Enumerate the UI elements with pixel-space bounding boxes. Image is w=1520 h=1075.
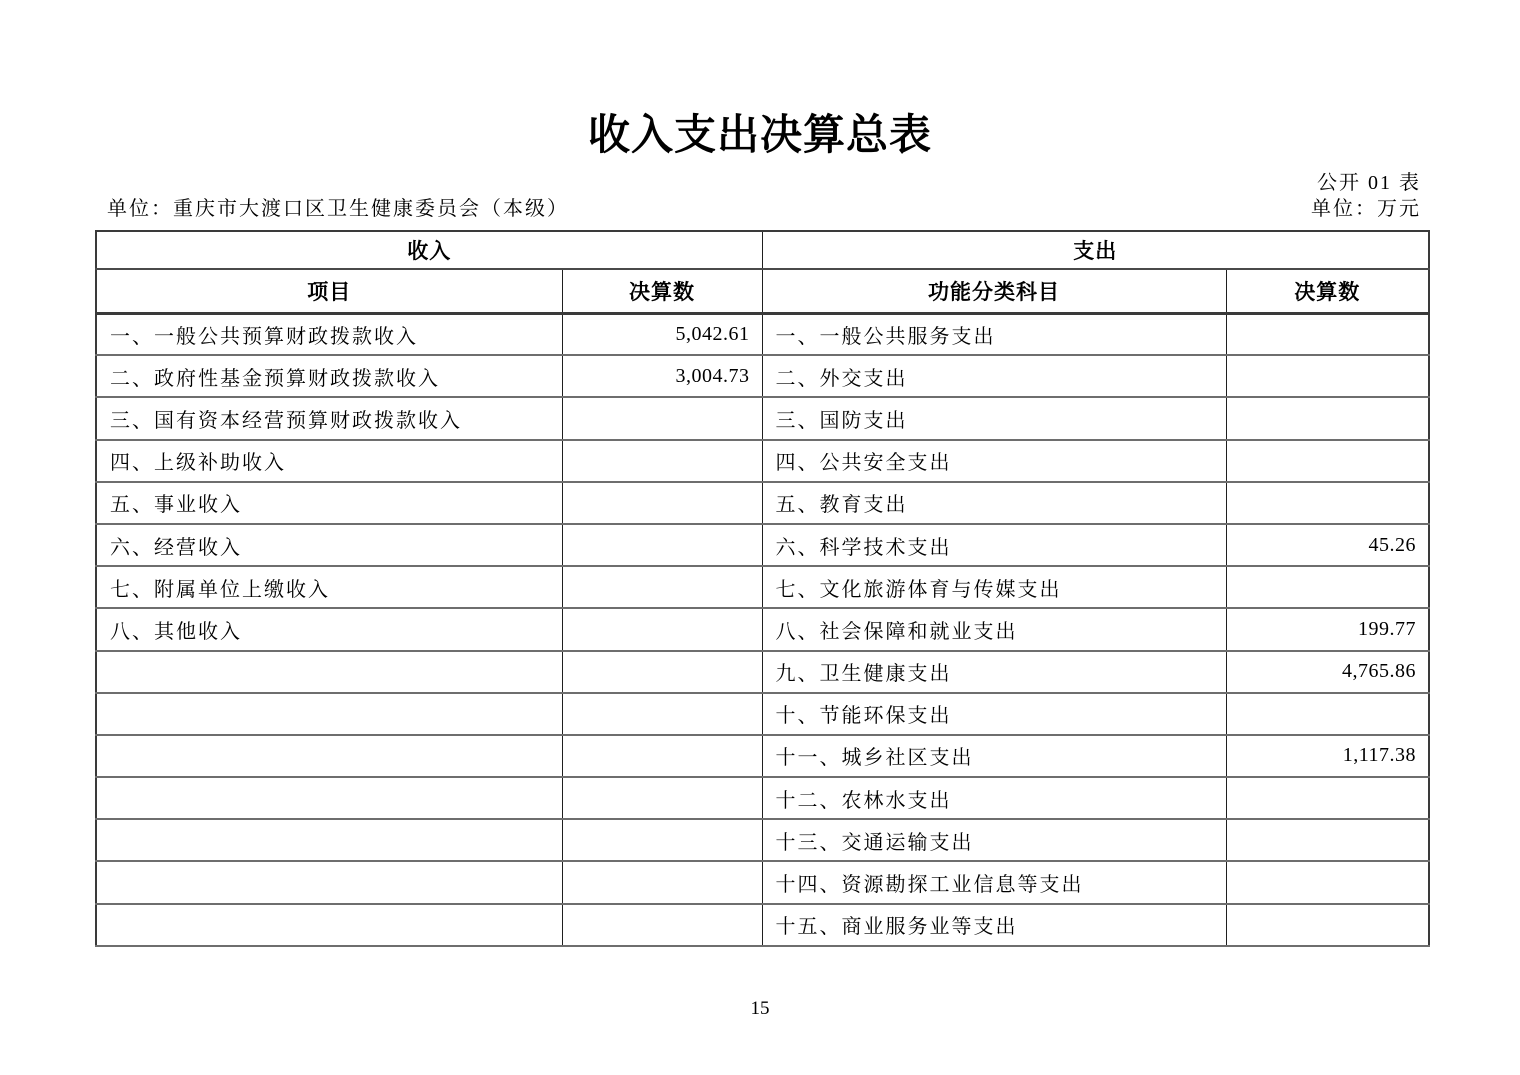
expense-item-cell: 十三、交通运输支出 [762, 819, 1226, 861]
page-number: 15 [750, 998, 770, 1019]
expense-section-header: 支出 [762, 231, 1429, 269]
expense-value-cell [1226, 313, 1429, 355]
expense-item-cell: 一、一般公共服务支出 [762, 313, 1226, 355]
expense-item-column-header: 功能分类科目 [762, 269, 1226, 313]
income-value-cell [562, 608, 762, 650]
table-row [96, 566, 1429, 608]
expense-value-cell: 1,117.38 [1226, 735, 1429, 777]
income-item-cell [96, 693, 562, 735]
expense-value-cell [1226, 397, 1429, 439]
table-row [96, 397, 1429, 439]
table-row [96, 819, 1429, 861]
income-item-cell [96, 904, 562, 946]
income-value-column-header: 决算数 [562, 269, 762, 313]
section-header-row [96, 231, 1429, 269]
expense-value-cell [1226, 693, 1429, 735]
income-item-cell: 二、政府性基金预算财政拨款收入 [96, 355, 562, 397]
income-value-cell [562, 819, 762, 861]
table-code-label: 公开 01 表 [1317, 172, 1421, 194]
income-value-cell [562, 524, 762, 566]
table-row [96, 608, 1429, 650]
expense-item-cell: 九、卫生健康支出 [762, 651, 1226, 693]
expense-value-cell [1226, 355, 1429, 397]
expense-item-cell: 十四、资源勘探工业信息等支出 [762, 861, 1226, 903]
income-value-cell [562, 861, 762, 903]
income-value-cell [562, 735, 762, 777]
expense-item-cell: 三、国防支出 [762, 397, 1226, 439]
table-row [96, 440, 1429, 482]
expense-value-cell: 199.77 [1226, 608, 1429, 650]
org-label: 单位：重庆市大渡口区卫生健康委员会（本级） [107, 198, 569, 220]
table-row [96, 355, 1429, 397]
expense-value-cell [1226, 566, 1429, 608]
expense-item-cell: 八、社会保障和就业支出 [762, 608, 1226, 650]
income-value-cell [562, 651, 762, 693]
income-item-cell: 四、上级补助收入 [96, 440, 562, 482]
income-value-cell [562, 904, 762, 946]
expense-item-cell: 六、科学技术支出 [762, 524, 1226, 566]
table-body [96, 313, 1429, 946]
expense-value-cell [1226, 482, 1429, 524]
summary-table [95, 230, 1430, 947]
income-value-cell [562, 482, 762, 524]
table-row [96, 524, 1429, 566]
income-item-cell [96, 777, 562, 819]
income-value-cell: 3,004.73 [562, 355, 762, 397]
income-item-cell: 六、经营收入 [96, 524, 562, 566]
expense-value-cell [1226, 819, 1429, 861]
unit-label: 单位：万元 [1311, 198, 1421, 220]
table-row [96, 861, 1429, 903]
income-item-column-header: 项目 [96, 269, 562, 313]
table-row [96, 904, 1429, 946]
table-header [96, 231, 1429, 313]
table-row [96, 735, 1429, 777]
expense-value-column-header: 决算数 [1226, 269, 1429, 313]
income-value-cell [562, 777, 762, 819]
income-value-cell [562, 566, 762, 608]
income-item-cell: 七、附属单位上缴收入 [96, 566, 562, 608]
income-item-cell [96, 651, 562, 693]
income-item-cell: 一、一般公共预算财政拨款收入 [96, 313, 562, 355]
expense-value-cell: 4,765.86 [1226, 651, 1429, 693]
expense-item-cell: 十五、商业服务业等支出 [762, 904, 1226, 946]
column-header-row [96, 269, 1429, 313]
expense-value-cell [1226, 861, 1429, 903]
income-item-cell: 三、国有资本经营预算财政拨款收入 [96, 397, 562, 439]
page-title: 收入支出决算总表 [587, 111, 932, 158]
income-section-header: 收入 [96, 231, 762, 269]
expense-value-cell: 45.26 [1226, 524, 1429, 566]
expense-item-cell: 十、节能环保支出 [762, 693, 1226, 735]
table-row [96, 313, 1429, 355]
expense-item-cell: 七、文化旅游体育与传媒支出 [762, 566, 1226, 608]
income-value-cell: 5,042.61 [562, 313, 762, 355]
income-item-cell [96, 861, 562, 903]
table-row [96, 777, 1429, 819]
expense-item-cell: 十二、农林水支出 [762, 777, 1226, 819]
table-row [96, 693, 1429, 735]
income-value-cell [562, 440, 762, 482]
expense-value-cell [1226, 777, 1429, 819]
income-value-cell [562, 397, 762, 439]
expense-item-cell: 四、公共安全支出 [762, 440, 1226, 482]
income-value-cell [562, 693, 762, 735]
table-row [96, 651, 1429, 693]
income-item-cell: 五、事业收入 [96, 482, 562, 524]
table-row [96, 482, 1429, 524]
income-item-cell [96, 819, 562, 861]
expense-item-cell: 二、外交支出 [762, 355, 1226, 397]
expense-item-cell: 十一、城乡社区支出 [762, 735, 1226, 777]
income-item-cell [96, 735, 562, 777]
expense-value-cell [1226, 904, 1429, 946]
expense-value-cell [1226, 440, 1429, 482]
expense-item-cell: 五、教育支出 [762, 482, 1226, 524]
sub-header-row [107, 192, 1421, 221]
income-item-cell: 八、其他收入 [96, 608, 562, 650]
